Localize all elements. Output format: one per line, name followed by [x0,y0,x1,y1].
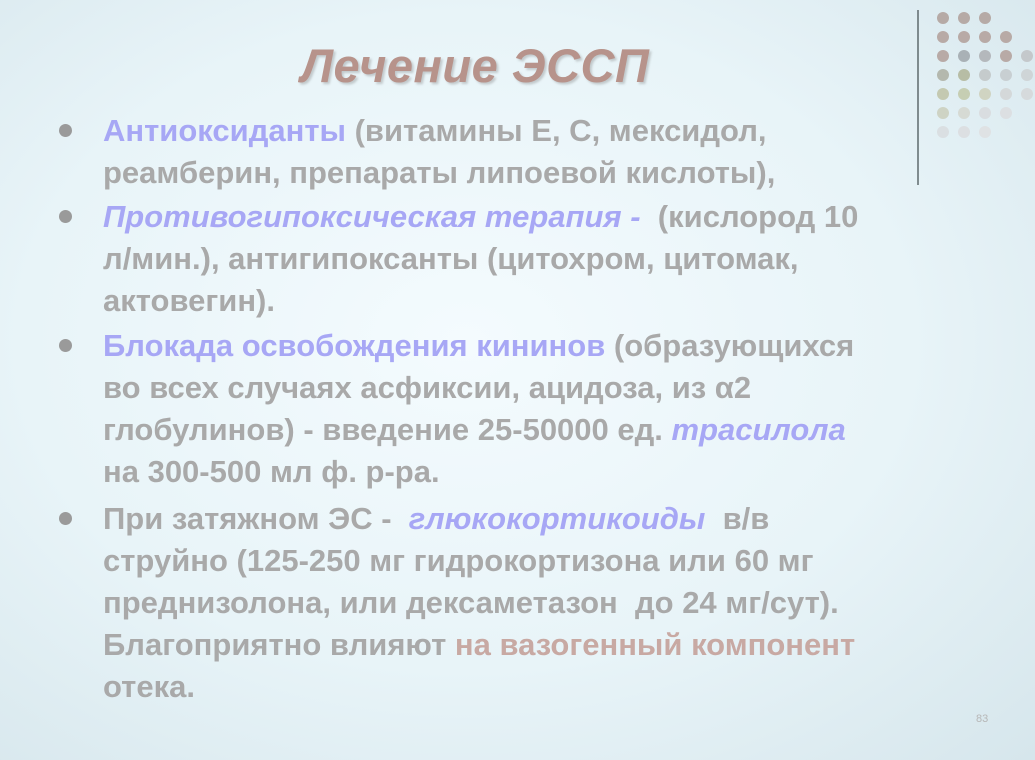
decorative-dot [1021,50,1033,62]
decorative-dot [1000,12,1012,24]
bullet-line [103,582,983,624]
bullet-line [103,498,983,540]
bullet-item-glucocorticoids [103,498,983,708]
bullet-line [103,325,983,367]
text-run: во всех случаях асфиксии, ацидоза, из α2 [103,370,752,405]
bullet-line [103,367,983,409]
bullet-line [103,280,983,322]
text-run: преднизолона, или дексаметазон до 24 мг/сут). [103,585,839,620]
decorative-dot [1000,88,1012,100]
decorative-dot [958,12,970,24]
bullet-item-antioxidants [103,110,983,194]
decorative-dot [1000,126,1012,138]
decorative-dot [979,88,991,100]
decorative-dot [979,31,991,43]
text-run: реамберин, препараты липоевой кислоты), [103,155,776,190]
bullet-item-kinin-blockade [103,325,983,493]
text-run: актовегин). [103,283,275,318]
text-run: в/в [705,501,770,536]
text-run: трасилола [671,412,846,447]
decorative-dot [958,69,970,81]
decorative-dot [1000,50,1012,62]
bullet-dot-icon [59,512,72,525]
text-run: (образующихся [605,328,855,363]
decorative-dot [1021,31,1033,43]
decorative-dot [958,50,970,62]
bullet-line [103,451,983,493]
decorative-dot [979,69,991,81]
bullet-line [103,624,983,666]
bullet-dot-icon [59,339,72,352]
text-run: При затяжном ЭС - [103,501,409,536]
text-run: (витамины Е, С, мексидол, [346,113,767,148]
decorative-dot [937,88,949,100]
decorative-dot [979,12,991,24]
text-run: Антиоксиданты [103,113,346,148]
text-run: глобулинов) - введение 25-50000 ед. [103,412,672,447]
decorative-dot [958,31,970,43]
bullet-item-antihypoxic-therapy [103,196,983,322]
text-run: глюкокортикоиды [408,501,706,536]
decorative-dot [1000,107,1012,119]
decorative-dot [958,88,970,100]
text-run: л/мин.), антигипоксанты (цитохром, цитомак, [103,241,799,276]
text-run: (кислород 10 [640,199,859,234]
slide-title: Лечение ЭССП [300,39,650,92]
bullet-line [103,409,983,451]
decorative-dot [1000,69,1012,81]
decorative-dot [1021,107,1033,119]
decorative-dot [937,50,949,62]
bullet-line [103,540,983,582]
bullet-line [103,152,983,194]
decorative-dot [979,50,991,62]
bullet-line [103,666,983,708]
text-run: Противогипоксическая терапия - [103,199,641,234]
bullet-line [103,238,983,280]
page-number: 83 [976,713,989,725]
bullet-dot-icon [59,124,72,137]
decorative-dot [1000,31,1012,43]
decorative-dot [1021,69,1033,81]
decorative-dot [937,69,949,81]
text-run: на 300-500 мл ф. р-ра. [103,454,440,489]
text-run: струйно (125-250 мг гидрокортизона или 60 мг [103,543,814,578]
decorative-dot [937,31,949,43]
bullet-line [103,110,983,152]
bullet-dot-icon [59,210,72,223]
decorative-dot [1021,88,1033,100]
text-run: Благоприятно влияют [103,627,455,662]
text-run: отека. [103,669,195,704]
bullet-line [103,196,983,238]
text-run: на вазогенный компонент [454,627,856,662]
text-run: Блокада освобождения кининов [103,328,606,363]
decorative-dot [937,12,949,24]
decorative-dot [1021,126,1033,138]
decorative-dot [1021,12,1033,24]
